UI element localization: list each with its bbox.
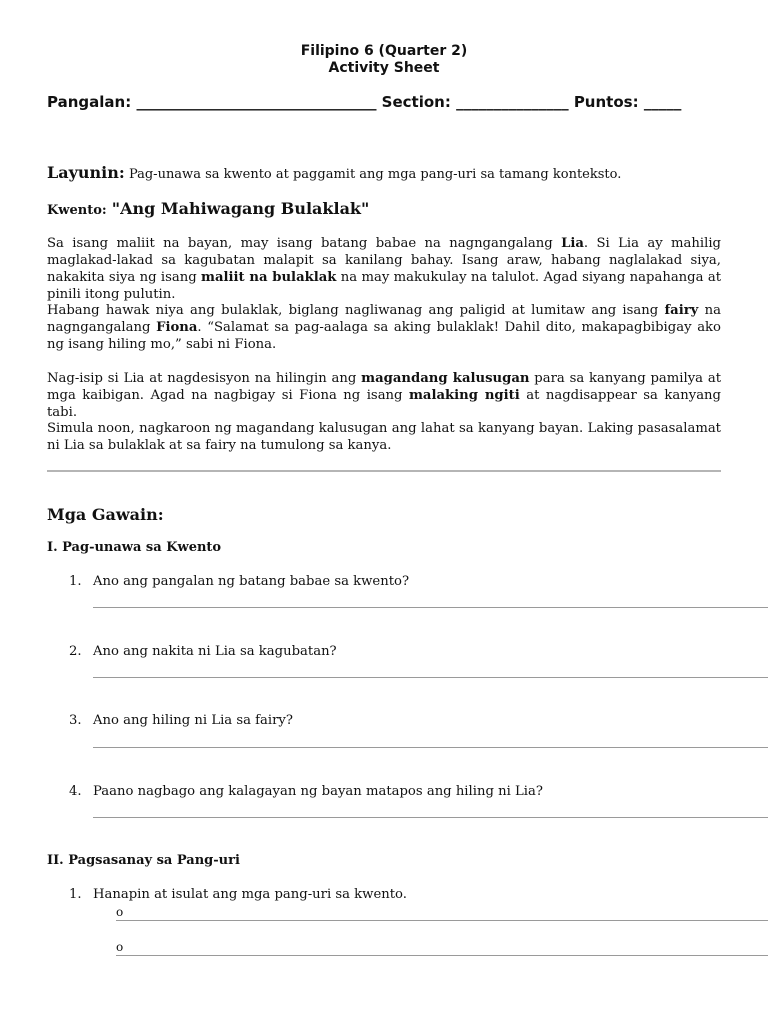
p2-bold-fiona: Fiona [156,320,198,335]
section-2-heading: II. Pagsasanay sa Pang-uri [47,853,240,868]
score-label: Puntos: [573,93,639,111]
p2-text-e: . “Salamat sa pag-aalaga sa aking bulaklak! Dahil dito, makapagbibigay ako ng isang hiling mo,” sabi ni Fiona. [47,320,721,352]
story-paragraph-3 [47,370,721,421]
p3-bold-health: magandang kalusugan [361,371,530,386]
question-1: 1. Ano ang pangalan ng batang babae sa kwento? [69,574,410,589]
objective [47,163,721,182]
story-label: Kwento: [47,203,107,218]
name-blank[interactable]: ________________________________ [136,93,377,111]
story-title: "Ang Mahiwagang Bulaklak" [111,199,370,218]
p3-text-c: para sa kanyang pamilya at mga kaibigan. Agad na nagbigay si Fiona ng isang [47,371,722,403]
p3-text-a: Nag-isip si Lia at nagdesisyon na hilingin ang [47,371,362,386]
answer-line-2[interactable] [93,677,768,678]
student-info-bar [47,93,721,112]
p1-text-a: Sa isang maliit na bayan, may isang batang babae na nagngangalang [47,236,562,251]
section-divider [47,470,721,472]
p1-bold-flower: maliit na bulaklak [201,270,337,285]
answer-line-1[interactable] [93,607,768,608]
section-blank[interactable]: _______________ [456,93,569,111]
p3-text-e: at nagdisappear sa kanyang tabi. [47,388,721,420]
bullet-marker-2: o [116,940,124,954]
p1-text-e: na may makukulay na talulot. Agad siyang napahanga at pinili itong pulutin. [47,270,721,302]
story-paragraph-1 [47,235,721,303]
p2-text-a: Habang hawak niya ang bulaklak, biglang nagliwanag ang paligid at lumitaw ang isang [47,303,665,318]
p2-text-c: na nagngangalang [47,303,721,335]
objective-label: Layunin: [47,163,125,182]
question-4: 4. Paano nagbago ang kalagayan ng bayan matapos ang hiling ni Lia? [69,784,543,799]
answer-line-3[interactable] [93,747,768,748]
name-label: Pangalan: [47,93,132,111]
p2-bold-fairy: fairy [664,303,699,318]
exercise-1: 1. Hanapin at isulat ang mga pang-uri sa kwento. [69,887,407,902]
bullet-marker-1: o [116,905,124,919]
story-paragraph-4: Simula noon, nagkaroon ng magandang kalusugan ang lahat sa kanyang bayan. Laking pasasalamat ni Lia sa bulaklak at sa fairy na tumulong sa kanya. [47,421,721,453]
question-3: 3. Ano ang hiling ni Lia sa fairy? [69,713,293,728]
bullet-answer-line-2[interactable] [116,955,768,956]
sheet-title [47,43,721,77]
bullet-answer-line-1[interactable] [116,920,768,921]
answer-line-4[interactable] [93,817,768,818]
story-heading [47,199,721,218]
p3-bold-smile: malaking ngiti [408,388,520,403]
question-2: 2. Ano ang nakita ni Lia sa kagubatan? [69,644,337,659]
title-line-2: Activity Sheet [328,60,440,76]
story-paragraph-2 [47,302,721,353]
p1-bold-lia: Lia [561,236,584,251]
activities-heading: Mga Gawain: [47,505,164,524]
objective-text: Pag-unawa sa kwento at paggamit ang mga pang-uri sa tamang konteksto. [128,167,622,182]
section-label: Section: [381,93,451,111]
title-line-1: Filipino 6 (Quarter 2) [300,43,468,59]
p1-text-c: . Si Lia ay mahilig maglakad-lakad sa kagubatan malapit sa kanilang bahay. Isang araw, habang naglalakad siya, nakakita siya ng isang [47,236,721,285]
score-blank[interactable]: _____ [643,93,682,111]
section-1-heading: I. Pag-unawa sa Kwento [47,540,222,555]
